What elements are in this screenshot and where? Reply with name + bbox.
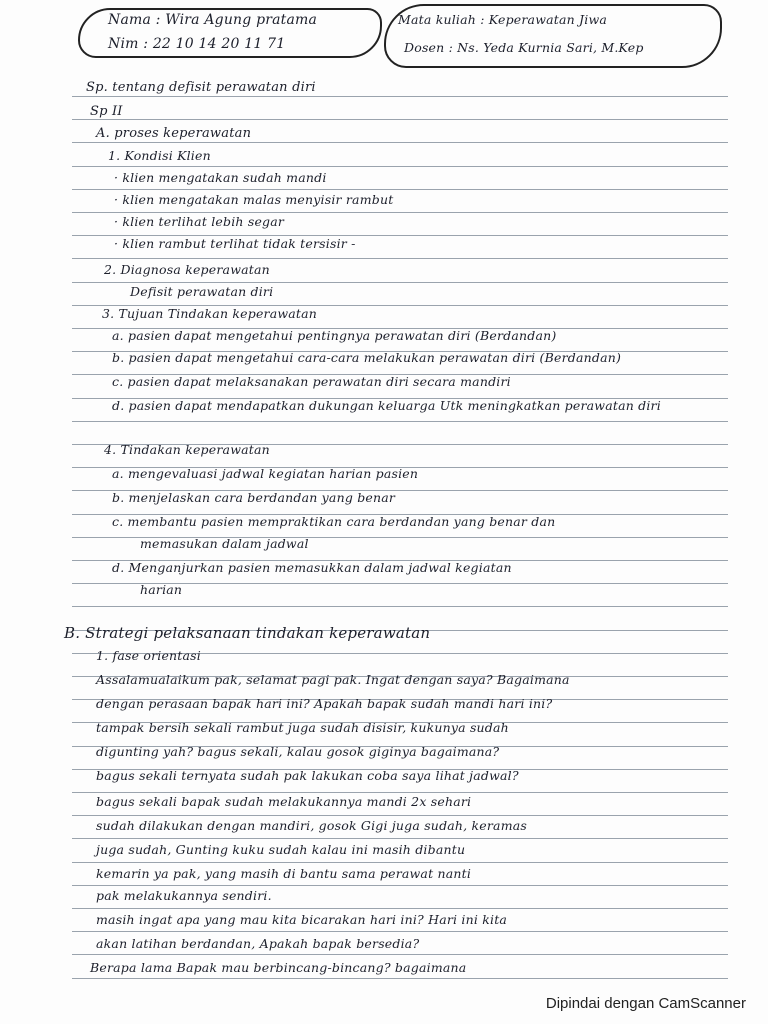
text-line: b. menjelaskan cara berdandan yang benar [112, 490, 396, 505]
ruled-line [72, 815, 728, 816]
text-line: 4. Tindakan keperawatan [104, 442, 270, 457]
ruled-line [72, 119, 728, 120]
ruled-line [72, 258, 728, 259]
ruled-line [72, 862, 728, 863]
text-line: memasukan dalam jadwal [140, 536, 309, 551]
text-line: akan latihan berdandan, Apakah bapak bersedia? [96, 936, 420, 951]
text-line: masih ingat apa yang mau kita bicarakan hari ini? Hari ini kita [96, 912, 508, 927]
ruled-line [72, 96, 728, 97]
ruled-line [72, 606, 728, 607]
ruled-line [72, 885, 728, 886]
ruled-line [72, 189, 728, 190]
text-line: kemarin ya pak, yang masih di bantu sama perawat nanti [96, 866, 472, 881]
text-line: juga sudah, Gunting kuku sudah kalau ini masih dibantu [96, 842, 466, 857]
text-line: pak melakukannya sendiri. [96, 888, 272, 903]
ruled-line [72, 421, 728, 422]
course-name: Mata kuliah : Keperawatan Jiwa [398, 12, 608, 27]
text-line: Sp. tentang defisit perawatan diri [86, 80, 316, 95]
text-line: · klien terlihat lebih segar [114, 214, 285, 229]
text-line: d. pasien dapat mendapatkan dukungan keluarga Utk meningkatkan perawatan diri [112, 398, 661, 413]
text-line: · klien mengatakan malas menyisir rambut [114, 192, 394, 207]
ruled-line [72, 166, 728, 167]
text-line: c. membantu pasien mempraktikan cara berdandan yang benar dan [112, 514, 556, 529]
text-line: Assalamualaikum pak, selamat pagi pak. Ingat dengan saya? Bagaimana [96, 672, 570, 687]
text-line: Berapa lama Bapak mau berbincang-bincang? bagaimana [90, 960, 467, 975]
ruled-line [72, 931, 728, 932]
text-line: dengan perasaan bapak hari ini? Apakah bapak sudah mandi hari ini? [96, 696, 553, 711]
ruled-line [72, 142, 728, 143]
text-line: tampak bersih sekali rambut juga sudah disisir, kukunya sudah [96, 720, 509, 735]
text-line: A. proses keperawatan [96, 126, 252, 141]
text-line: a. mengevaluasi jadwal kegiatan harian pasien [112, 466, 419, 481]
text-line: Defisit perawatan diri [130, 284, 274, 299]
text-line: c. pasien dapat melaksanakan perawatan diri secara mandiri [112, 374, 511, 389]
text-line: d. Menganjurkan pasien memasukkan dalam jadwal kegiatan [112, 560, 512, 575]
text-line: 1. Kondisi Klien [108, 148, 211, 163]
ruled-line [72, 954, 728, 955]
text-line: 3. Tujuan Tindakan keperawatan [102, 306, 318, 321]
text-line: 2. Diagnosa keperawatan [104, 262, 270, 277]
text-line: · klien rambut terlihat tidak tersisir - [114, 236, 356, 251]
text-line: Sp II [90, 104, 123, 119]
student-name: Nama : Wira Agung pratama [108, 12, 318, 28]
ruled-line [72, 212, 728, 213]
ruled-line [72, 978, 728, 979]
text-line: bagus sekali ternyata sudah pak lakukan coba saya lihat jadwal? [96, 768, 519, 783]
text-line: · klien mengatakan sudah mandi [114, 170, 327, 185]
ruled-line [72, 908, 728, 909]
text-line: sudah dilakukan dengan mandiri, gosok Gigi juga sudah, keramas [96, 818, 528, 833]
text-line: b. pasien dapat mengetahui cara-cara melakukan perawatan diri (Berdandan) [112, 350, 622, 365]
text-line: digunting yah? bagus sekali, kalau gosok giginya bagaimana? [96, 744, 500, 759]
text-line: bagus sekali bapak sudah melakukannya mandi 2x sehari [96, 794, 472, 809]
scanner-watermark: Dipindai dengan CamScanner [545, 995, 746, 1012]
text-line: harian [140, 582, 183, 597]
lecturer-name: Dosen : Ns. Yeda Kurnia Sari, M.Kep [404, 40, 644, 55]
student-nim: Nim : 22 10 14 20 11 71 [108, 36, 286, 52]
ruled-line [72, 282, 728, 283]
text-line: B. Strategi pelaksanaan tindakan keperawatan [64, 624, 431, 642]
text-line: a. pasien dapat mengetahui pentingnya perawatan diri (Berdandan) [112, 328, 557, 343]
ruled-line [72, 838, 728, 839]
text-line: 1. fase orientasi [96, 648, 201, 663]
ruled-line [72, 792, 728, 793]
